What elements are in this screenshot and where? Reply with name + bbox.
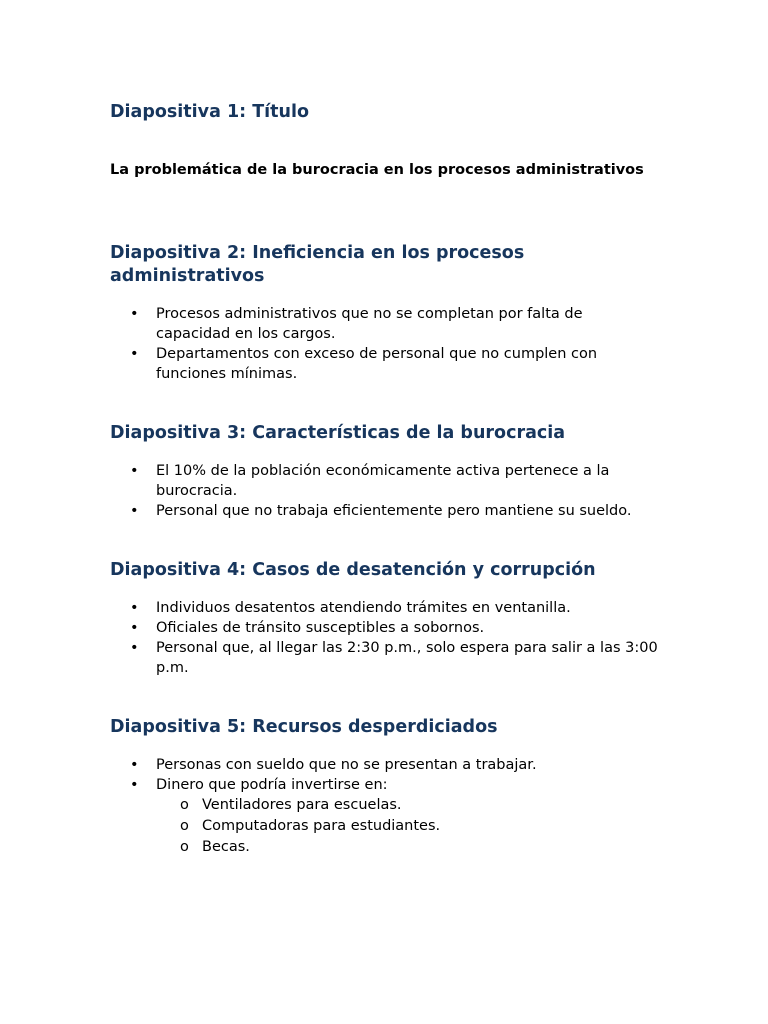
sub-list-item: o Becas. (110, 837, 658, 858)
sub-list-item: o Computadoras para estudiantes. (110, 816, 658, 837)
slide-5 (110, 716, 658, 858)
list-item: • Oficiales de tránsito susceptibles a sobornos. (110, 618, 658, 638)
slide-heading: Diapositiva 1: Título (110, 102, 310, 122)
bullet-list (110, 304, 658, 384)
slide-1 (110, 101, 658, 180)
list-item: • El 10% de la población económicamente activa pertenece a la burocracia. (110, 461, 658, 501)
slide-heading: Diapositiva 5: Recursos desperdiciados (110, 717, 498, 737)
slide-heading: Diapositiva 3: Características de la burocracia (110, 423, 566, 443)
slide-subtitle: La problemática de la burocracia en los procesos administrativos (110, 162, 644, 178)
list-item: • Procesos administrativos que no se completan por falta de capacidad en los cargos. (110, 304, 658, 344)
bullet-list (110, 598, 658, 678)
list-item: • Individuos desatentos atendiendo trámites en ventanilla. (110, 598, 658, 618)
sub-list-item: o Ventiladores para escuelas. (110, 795, 658, 816)
list-item: • Departamentos con exceso de personal que no cumplen con funciones mínimas. (110, 344, 658, 384)
slide-4 (110, 559, 658, 678)
slide-heading: Diapositiva 4: Casos de desatención y corrupción (110, 560, 596, 580)
slide-2 (110, 242, 658, 384)
list-item: • Personal que, al llegar las 2:30 p.m., solo espera para salir a las 3:00 p.m. (110, 638, 658, 678)
list-item: • Personas con sueldo que no se presentan a trabajar. (110, 755, 658, 775)
list-item: • Dinero que podría invertirse en: (110, 775, 658, 795)
bullet-list (110, 755, 658, 795)
list-item: • Personal que no trabaja eficientemente pero mantiene su sueldo. (110, 501, 658, 521)
bullet-list (110, 461, 658, 521)
slide-heading: Diapositiva 2: Ineficiencia en los procesos administrativos (110, 243, 525, 286)
slide-3 (110, 422, 658, 521)
sub-bullet-list (110, 795, 658, 858)
